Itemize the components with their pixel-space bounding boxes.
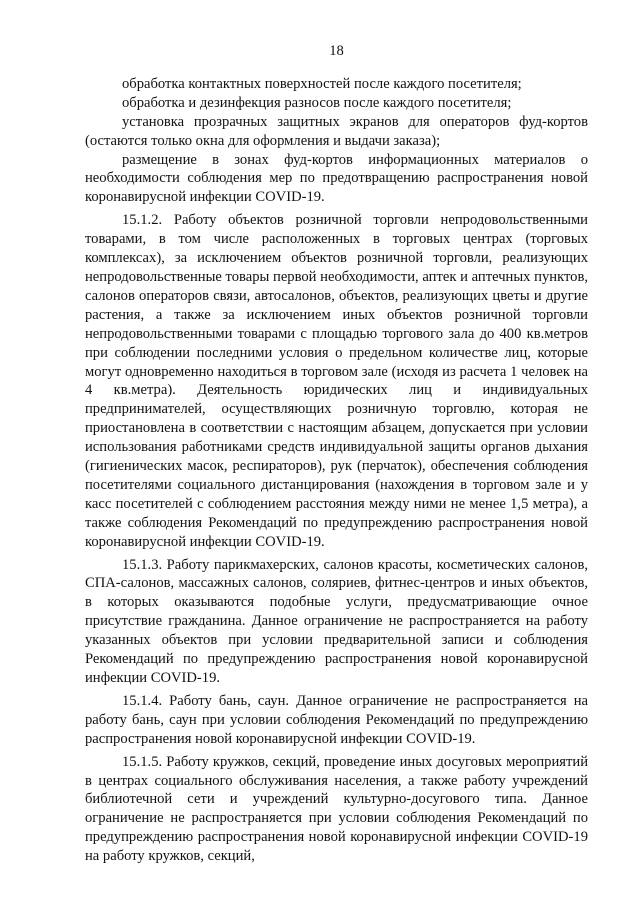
paragraph-15-1-5: 15.1.5. Работу кружков, секций, проведение иных досуговых мероприятий в центрах социального обслуживания населения, а также работу учреждений библиотечной сети и учреждений культурно-досугового типа. Данное ограничение не распространяется при условии соблюдения Рекомендаций по предупреждению распространения новой коронавирусной инфекции COVID-19 на работу кружков, секций, bbox=[85, 753, 588, 865]
list-item-trays: обработка и дезинфекция разносов после каждого посетителя; bbox=[122, 94, 512, 111]
list-item-info-materials: размещение в зонах фуд-кортов информационных материалов о необходимости соблюдения мер по предотвращению распространения новой коронавирусной инфекции COVID-19. bbox=[85, 151, 588, 206]
paragraph-15-1-3: 15.1.3. Работу парикмахерских, салонов красоты, косметических салонов, СПА-салонов, массажных салонов, соляриев, фитнес-центров и иных объектов, в которых оказываются подобные услуги, предусматривающие очное присутствие гражданина. Данное ограничение не распространяется на работу указанных объектов при условии предварительной записи и соблюдения Рекомендаций по предупреждению распространения новой коронавирусной инфекции COVID-19. bbox=[85, 556, 588, 686]
list-item-surfaces: обработка контактных поверхностей после каждого посетителя; bbox=[122, 75, 522, 92]
list-item-screens: установка прозрачных защитных экранов для операторов фуд-кортов (остаются только окна для оформления и выдачи заказа); bbox=[85, 113, 588, 149]
paragraph-15-1-2: 15.1.2. Работу объектов розничной торговли непродовольственными товарами, в том числе расположенных в торговых центрах (торговых комплексах), за исключением объектов розничной торговли, реализующих непродовольственные товары первой необходимости, аптек и аптечных пунктов, салонов операторов связи, автосалонов, объектов, реализующих цветы и другие растения, а также за исключением иных объектов розничной торговли непродовольственными товарами с площадью торгового зала до 400 кв.метров при соблюдении последними условия о предельном количестве лиц, которые могут одновременно находиться в торговом зале (исходя из расчета 1 человек на 4 кв.метра). Деятельность юридических лиц и индивидуальных предпринимателей, осуществляющих розничную торговлю, которая не приостановлена в соответствии с настоящим абзацем, допускается при условии использования работниками средств индивидуальной защиты органов дыхания (гигиенических масок, респираторов), рук (перчаток), обеспечения соблюдения посетителями социального дистанцирования (нахождения в торговом зале и у касс посетителей с соблюдением расстояния между ними не менее 1,5 метра), а также соблюдения Рекомендаций по предупреждению распространения новой коронавирусной инфекции COVID-19. bbox=[85, 212, 588, 550]
page-number: 18 bbox=[329, 43, 344, 59]
paragraph-15-1-4: 15.1.4. Работу бань, саун. Данное ограничение не распространяется на работу бань, саун при условии соблюдения Рекомендаций по предупреждению распространения новой коронавирусной инфекции COVID-19. bbox=[85, 692, 588, 747]
